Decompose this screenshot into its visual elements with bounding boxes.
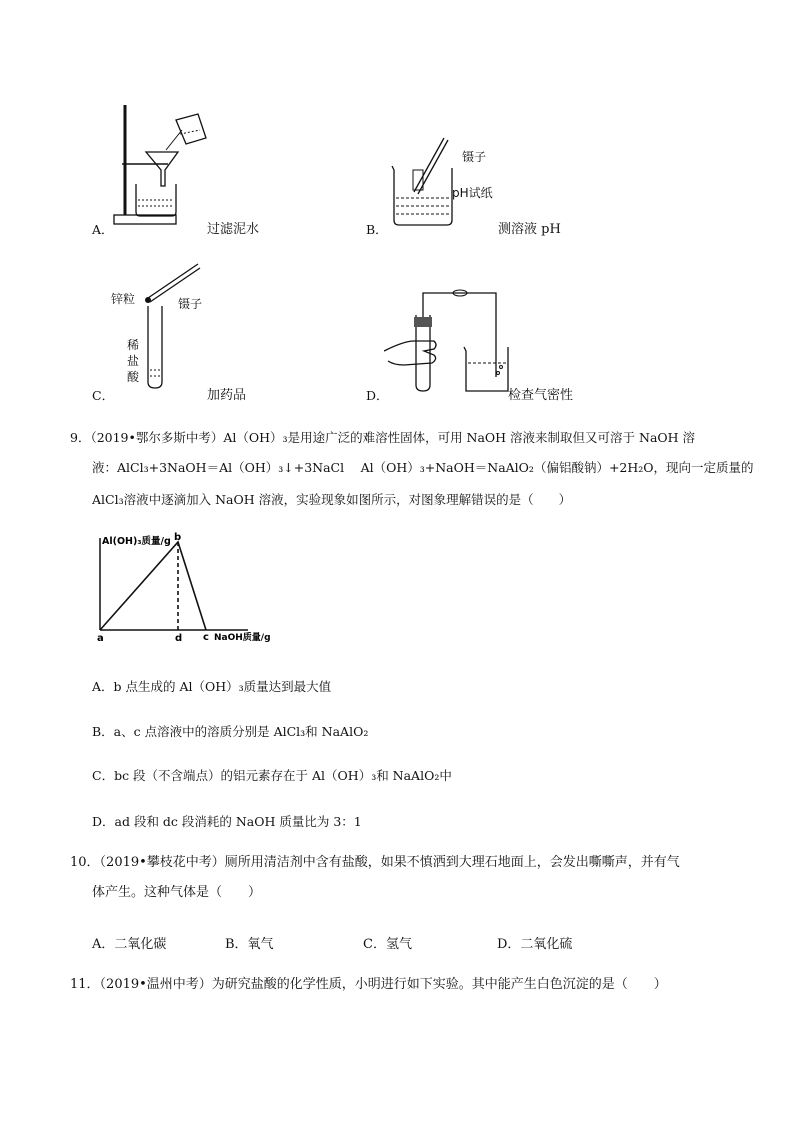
caption-add-reagent: 加药品 [207,388,247,403]
q9-line1: 9．（2019•鄂尔多斯中考）Al（OH）₃是用途广泛的难溶性固体，可用 NaOH 溶液来制取但又可溶于 NaOH 溶 [70,430,696,445]
caption-filtration: 过滤泥水 [207,222,260,237]
caption-airtightness: 检查气密性 [508,388,574,403]
q9-option-d: D．ad 段和 dc 段消耗的 NaOH 质量比为 3：1 [92,814,362,829]
y-axis-label: Al(OH)₃质量/g [102,536,171,547]
q11-line1: 11．（2019•温州中考）为研究盐酸的化学性质，小明进行如下实验。其中能产生白色沉淀的是（ ） [70,977,667,992]
q10-option-c: C．氢气 [363,937,412,952]
option-label-d: D． [366,388,389,403]
q10-line2: 体产生。这种气体是（ ） [92,885,262,900]
label-tweezers-b: 镊子 [462,150,487,164]
q9-line2: 液：AlCl₃+3NaOH＝Al（OH）₃↓+3NaCl Al（OH）₃+NaOH＝NaAlO₂（偏铝酸钠）+2H₂O，现向一定质量的 [92,460,754,475]
point-label-b: b [174,532,182,543]
option-label-c: C． [92,388,115,403]
figure-airtightness [384,285,514,395]
option-label-a: A． [92,222,114,237]
point-label-c: c [203,632,209,643]
q10-option-b: B．氧气 [225,937,274,952]
point-label-d: d [175,633,183,644]
x-axis-label: NaOH质量/g [214,633,271,643]
label-acid-2: 盐 [127,354,140,368]
q9-line3: AlCl₃溶液中逐滴加入 NaOH 溶液，实验现象如图所示，对图象理解错误的是（ ） [92,492,572,507]
figure-ph-test [380,130,470,230]
caption-ph-test: 测溶液 pH [498,222,561,237]
q9-option-c: C．bc 段（不含端点）的铝元素存在于 Al（OH）₃和 NaAlO₂中 [92,768,452,783]
label-ph-paper: pH试纸 [452,186,493,200]
label-tweezers-c: 镊子 [178,297,203,311]
label-acid-3: 酸 [127,370,140,384]
figure-add-reagent [140,258,210,393]
q10-line1: 10．（2019•攀枝花中考）厕所用清洁剂中含有盐酸，如果不慎洒到大理石地面上，会发出嘶嘶声，并有气 [70,855,680,870]
label-acid-1: 稀 [127,338,140,352]
series-line-al-oh3 [100,542,206,630]
q10-option-a: A．二氧化碳 [92,937,167,952]
option-label-b: B． [366,222,388,237]
point-label-a: a [97,633,104,644]
al-oh3-chart [88,530,288,645]
q9-option-b: B．a、c 点溶液中的溶质分别是 AlCl₃和 NaAlO₂ [92,724,369,739]
q9-option-a: A．b 点生成的 Al（OH）₃质量达到最大值 [92,679,332,694]
q10-option-d: D．二氧化硫 [497,937,573,952]
label-zinc: 锌粒 [111,292,136,306]
figure-filtration [108,100,218,230]
